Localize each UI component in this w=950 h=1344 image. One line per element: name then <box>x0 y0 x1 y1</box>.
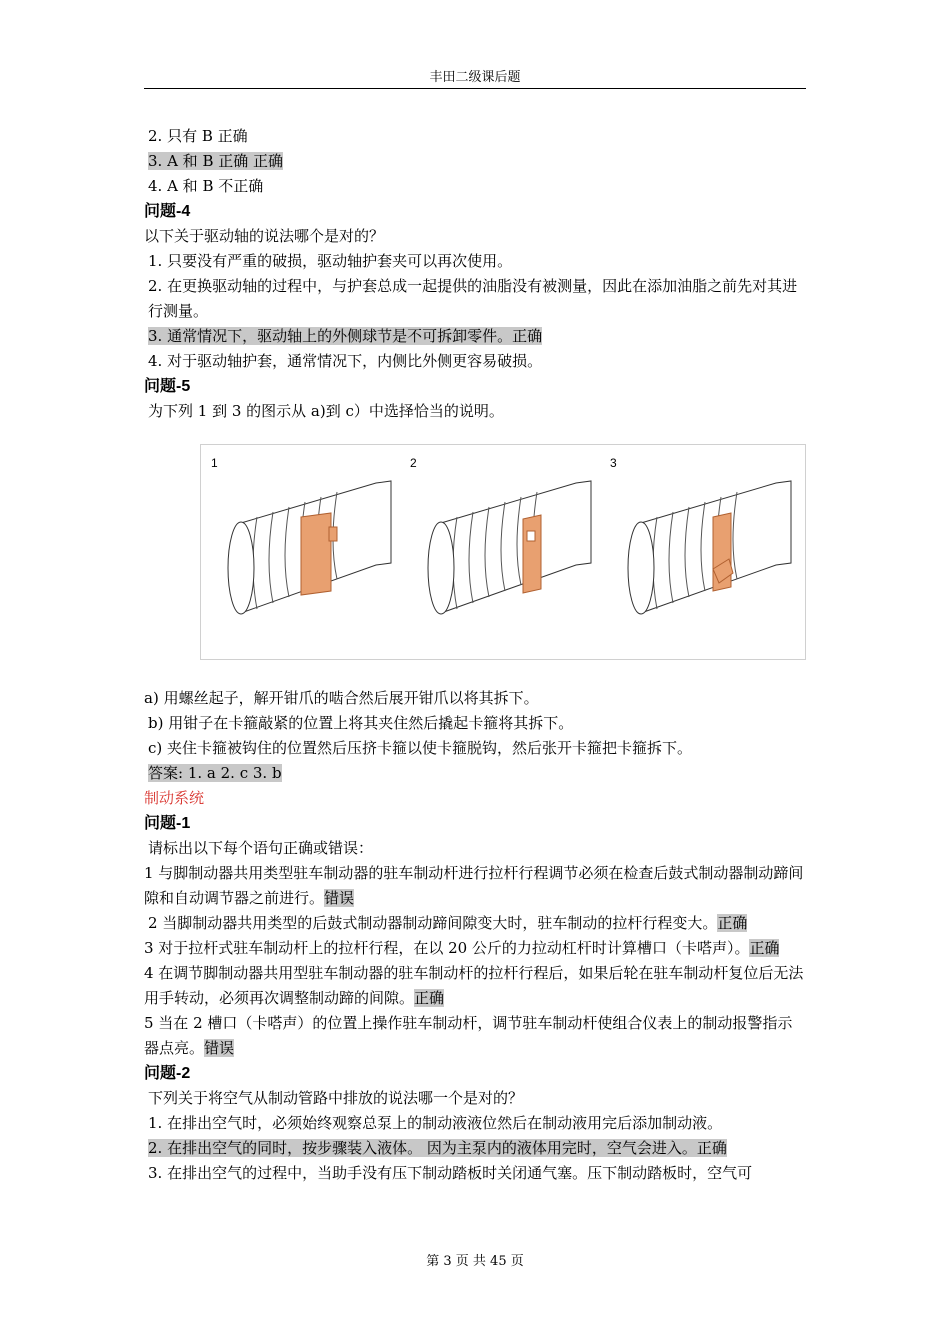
illustration-1 <box>228 481 391 614</box>
statement <box>144 936 806 961</box>
option-line <box>144 174 806 199</box>
statement <box>144 911 806 936</box>
question-title: 问题-5 <box>144 378 191 395</box>
option-line <box>144 1136 806 1161</box>
option-line: 3. 在排出空气的过程中，当助手没有压下制动踏板时关闭通气塞。压下制动踏板时，空气可 <box>148 1164 753 1182</box>
question-title: 问题-1 <box>144 815 191 832</box>
statement <box>144 961 806 1011</box>
option-text: 2. 只有 B 正确 <box>148 127 248 145</box>
statement <box>144 861 806 911</box>
statement-mark: 正确 <box>749 939 780 957</box>
boot-illustrations <box>201 445 805 659</box>
option-text-highlighted: 2. 在排出空气的同时，按步骤装入液体。 因为主泵内的液体用完时，空气会进入。正确 <box>148 1139 727 1157</box>
question-text: 请标出以下每个语句正确或错误： <box>148 839 374 857</box>
option-line <box>144 124 806 149</box>
statement-mark: 错误 <box>204 1039 235 1057</box>
section-title: 制动系统 <box>144 789 205 807</box>
question-text: 下列关于将空气从制动管路中排放的说法哪一个是对的？ <box>148 1089 524 1107</box>
figure-label-2: 2 <box>410 456 417 470</box>
answer-option-a: a) 用螺丝起子，解开钳爪的啮合然后展开钳爪以将其拆下。 <box>144 689 539 707</box>
page-footer: 第 3 页 共 45 页 <box>426 1254 524 1269</box>
option-text-highlighted: 3. A 和 B 正确 正确 <box>148 152 284 170</box>
answer-text-highlighted: 答案: 1. a 2. c 3. b <box>148 764 282 782</box>
option-line: 1. 在排出空气时，必须始终观察总泵上的制动液液位然后在制动液用完后添加制动液。 <box>148 1114 723 1132</box>
statement-text: 3 对于拉杆式驻车制动杆上的拉杆行程，在以 20 公斤的力拉动杠杆时计算槽口（卡嗒声）。 <box>144 939 750 957</box>
statement <box>144 1011 806 1061</box>
answer-line <box>144 761 806 786</box>
page-header: 丰田二级课后题 <box>144 66 806 89</box>
question-text: 以下关于驱动轴的说法哪个是对的？ <box>144 227 385 245</box>
illustration-2 <box>428 481 591 614</box>
statement-mark: 错误 <box>324 889 355 907</box>
statement-mark: 正确 <box>717 914 748 932</box>
question-title: 问题-2 <box>144 1065 191 1082</box>
answer-option-b: b) 用钳子在卡箍敲紧的位置上将其夹住然后撬起卡箍将其拆下。 <box>148 714 574 732</box>
figure-label-1: 1 <box>211 456 218 470</box>
option-text-highlighted: 3. 通常情况下，驱动轴上的外侧球节是不可拆卸零件。正确 <box>148 327 543 345</box>
option-line: 1. 只要没有严重的破损，驱动轴护套夹可以再次使用。 <box>148 252 513 270</box>
illustration-3 <box>628 481 791 614</box>
option-line: 2. 在更换驱动轴的过程中，与护套总成一起提供的油脂没有被测量，因此在添加油脂之前先对其进行测量。 <box>148 277 798 320</box>
question-title: 问题-4 <box>144 203 191 220</box>
statement-mark: 正确 <box>414 989 445 1007</box>
option-text: 4. A 和 B 不正确 <box>148 177 264 195</box>
statement-text: 1 与脚制动器共用类型驻车制动器的驻车制动杆进行拉杆行程调节必须在检查后鼓式制动器制动蹄间隙和自动调节器之前进行。 <box>144 864 804 907</box>
question-text: 为下列 1 到 3 的图示从 a)到 c）中选择恰当的说明。 <box>148 402 504 420</box>
figure-label-3: 3 <box>610 456 617 470</box>
option-line: 4. 对于驱动轴护套，通常情况下，内侧比外侧更容易破损。 <box>148 352 543 370</box>
document-body <box>144 124 806 1186</box>
statement-text: 5 当在 2 槽口（卡嗒声）的位置上操作驻车制动杆，调节驻车制动杆使组合仪表上的制动报警指示器点亮。 <box>144 1014 793 1057</box>
statement-text: 2 当脚制动器共用类型的后鼓式制动器制动蹄间隙变大时，驻车制动的拉杆行程变大。 <box>148 914 718 932</box>
option-line <box>144 149 806 174</box>
option-line <box>144 324 806 349</box>
statement-text: 4 在调节脚制动器共用型驻车制动器的驻车制动杆的拉杆行程后，如果后轮在驻车制动杆复位后无法用手转动，必须再次调整制动蹄的间隙。 <box>144 964 804 1007</box>
boot-clamp-figure <box>200 444 806 660</box>
answer-option-c: c) 夹住卡箍被钩住的位置然后压挤卡箍以使卡箍脱钩，然后张开卡箍把卡箍拆下。 <box>148 739 693 757</box>
